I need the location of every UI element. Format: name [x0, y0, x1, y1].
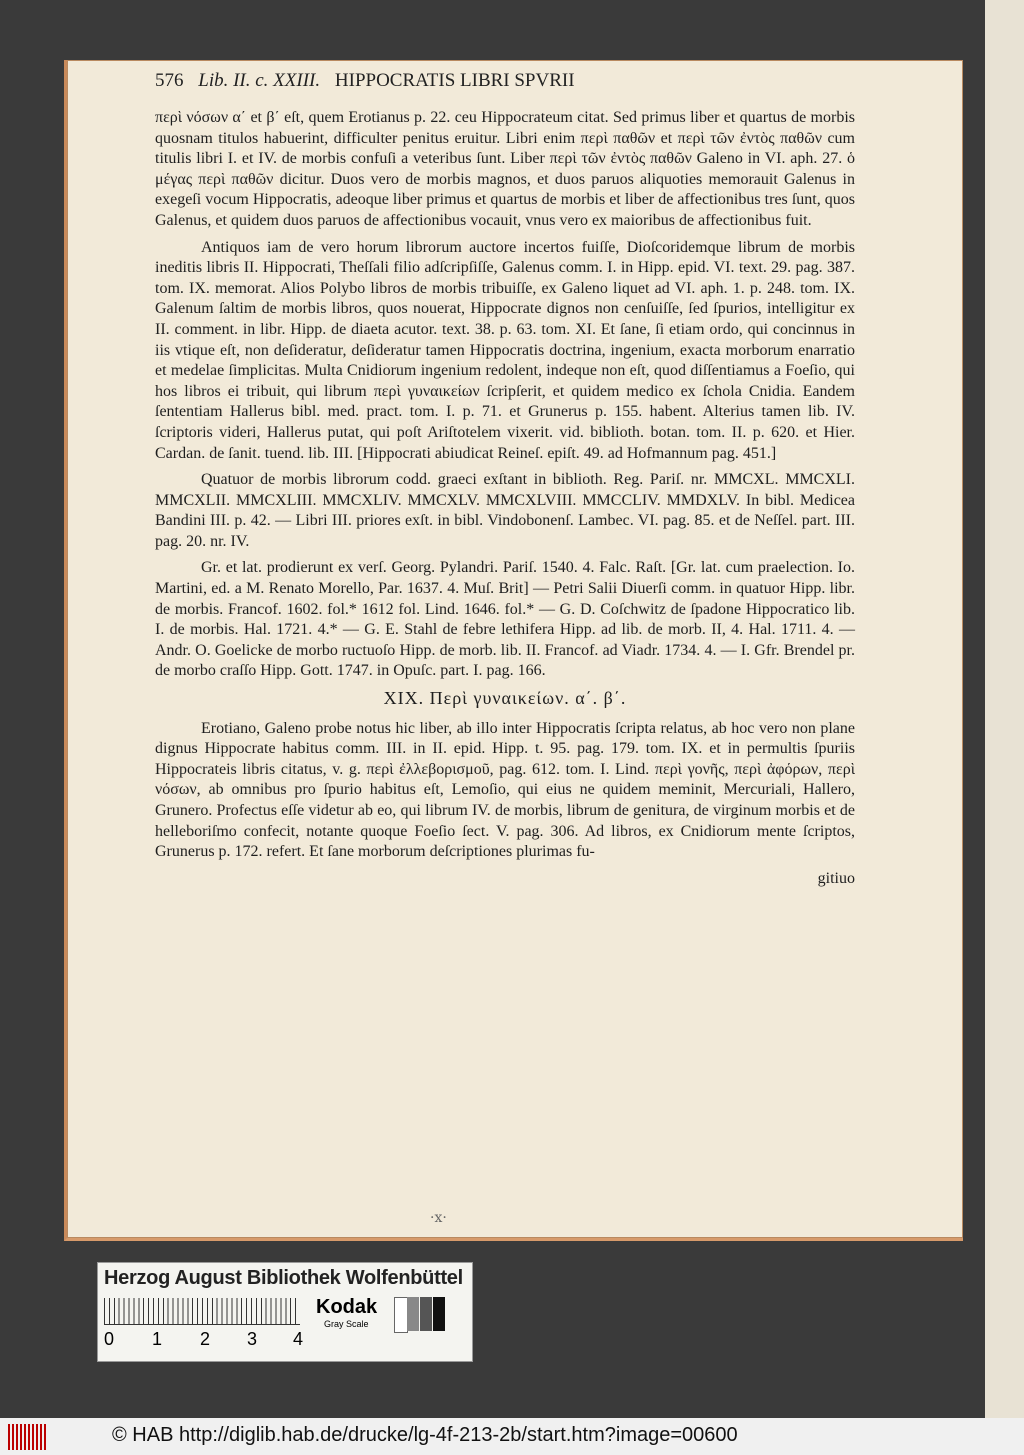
- color-calibration-card: [97, 1262, 473, 1362]
- signature-mark: ·x·: [430, 1210, 447, 1226]
- page-number: 576: [155, 70, 184, 91]
- chapter-ref: Lib. II. c. XXIII.: [198, 70, 321, 91]
- running-header: [155, 70, 585, 92]
- ruler-number: 2: [200, 1329, 211, 1349]
- library-name: Herzog August Bibliothek Wolfenbüttel: [104, 1267, 463, 1289]
- paragraph: Quatuor de morbis librorum codd. graeci exſtant in biblioth. Reg. Pariſ. nr. MMCXL. MMCXLI. MMCXLII. MMCXLIII. MMCXLIV. MMCXLV. MMCXLVIII. MMCCLIV. MMDXLV. In bibl. Medicea Bandini III. p. 42. — Libri III. priores exſt. in bibl. Vindobonenſ. Lambec. VI. pag. 85. et de Neſſel. part. III. pag. 20. nr. IV.: [155, 471, 855, 550]
- section-heading: XIX. Περὶ γυναικείων. α΄. β΄.: [383, 688, 627, 709]
- ruler-number: 4: [293, 1329, 304, 1349]
- gray-swatch: [394, 1297, 408, 1333]
- gray-swatch: [433, 1297, 445, 1331]
- catchword: gitiuo: [817, 869, 855, 887]
- paragraph: περὶ νόσων α΄ et β΄ eſt, quem Erotianus p. 22. ceu Hippocrateum citat. Sed primus liber et quartus de morbis quosnam titulos habuerint, difficulter penitus eruitur. Libri enim περὶ παθῶν et περὶ τῶν ἐντὸς παθῶν cum titulis libri I. et IV. de morbis confuſi a veteribus ſunt. Liber περὶ τῶν ἐντὸς παθῶν Galeno in VI. aph. 27. ὁ μέγας περὶ παθῶν dicitur. Duos vero de morbis magnos, et duos paruos aliquoties memorauit Galenus in exegeſi vocum Hippocratis, adeoque liber primus et quartus de morbis et liber de affectionibus tres ſunt, quos Galenus, et quidem duos paruos de affectionibus vocauit, vnus vero ex maioribus de affectionibus fuit.: [155, 109, 855, 229]
- paragraph: Erotiano, Galeno probe notus hic liber, ab illo inter Hippocratis ſcripta relatus, ab hoc vero non plane dignus Hippocrate habitus comm. III. in II. epid. Hipp. t. 95. pag. 179. tom. IX. et in permultis ſpuriis Hippocrateis libris citatus, v. g. περὶ ἐλλεβορισμοῦ, pag. 612. tom. I. Lind. περὶ γονῆς, περὶ ἀφόρων, περὶ νόσων, ab omnibus pro ſpurio habitus eſt, Lemoſio, qui eius ne quidem meminit, Mercuriali, Hallero, Grunero. Profectus eſſe videtur ab eo, qui librum IV. de morbis, librum de genitura, de virginum morbis et de helleboriſmo confecit, notante quoque Foeſio ſect. V. pag. 306. Ad libros, ex Cnidiorum mente ſcriptos, Grunerus p. 172. refert. Et ſane morborum deſcriptiones plurimas fu-: [155, 719, 855, 861]
- ruler-number: 1: [152, 1329, 163, 1349]
- gray-scale-label: Gray Scale: [324, 1319, 369, 1329]
- kodak-logo: Kodak: [316, 1296, 378, 1318]
- gray-swatch: [420, 1297, 432, 1331]
- header-title: HIPPOCRATIS LIBRI SPVRII: [334, 70, 575, 91]
- scale-ruler: [104, 1298, 300, 1325]
- ruler-number: 3: [247, 1329, 258, 1349]
- adjacent-page-strip: [985, 0, 1024, 1418]
- gray-swatch: [407, 1297, 419, 1331]
- hab-logo-icon: [8, 1424, 46, 1450]
- paragraph: Gr. et lat. prodierunt ex verſ. Georg. Pylandri. Pariſ. 1540. 4. Falc. Raſt. [Gr. lat. cum praelection. Io. Martini, ed. a M. Renato Morello, Par. 1637. 4. Muſ. Brit] — Petri Salii Diuerſi comm. in quatuor Hipp. libr. de morbis. Francof. 1602. fol.* 1612 fol. Lind. 1646. fol.* — G. D. Coſchwitz de ſpadone Hippocratico lib. I. de morbis. Hal. 1721. 4.* — G. E. Stahl de febre lethifera Hipp. ad lib. de morb. II, 4. Hal. 1711. 4. — Andr. O. Goelicke de morbo ructuoſo Hipp. de morb. lib. II. Francof. ad Viadr. 1734. 4. — I. Gfr. Brendel pr. de morbo craſſo Hipp. Gott. 1747. in Opuſc. part. I. pag. 166.: [155, 559, 855, 680]
- copyright-url[interactable]: © HAB http://diglib.hab.de/drucke/lg-4f-213-2b/start.htm?image=00600: [112, 1424, 738, 1446]
- footer-bar: [0, 1418, 1024, 1455]
- paragraph: Antiquos iam de vero horum librorum auctore incertos fuiſſe, Dioſcoridemque librum de morbis ineditis libris II. Hippocrati, Theſſali filio adſcripſiſſe, Galenus comm. I. in Hipp. epid. VI. text. 29. pag. 387. tom. IX. memorat. Alios Polybo libros de morbis tribuiſſe, ex Galeno liquet ad VI. aph. 1. p. 248. tom. IX. Galenum ſaltim de morbis libros, quos nouerat, Hippocrate dignos non cenſuiſſe, ſed ſpurios, intelligitur ex II. comment. in libr. Hipp. de diaeta acutor. text. 38. p. 63. tom. XI. Et ſane, ſi etiam ordo, qui concinnus in iis vtique eſt, non deſideratur, deſideratur tamen Hippocratis doctrina, ingenium, exacta morborum enarratio et medelae ſimplicitas. Multa Cnidiorum ingenium redolent, indeque non eſt, quod diſſentiamus a Foeſio, qui hos libros ei tribuit, qui librum περὶ γυναικείων ſcripſerit, et quidem medico ex ſchola Cnidia. Eandem ſententiam Hallerus bibl. med. pract. tom. I. p. 71. et Grunerus p. 155. habent. Alterius tamen lib. IV. ſcriptoris videri, Hallerus putat, qui poſt Ariſtotelem vixerit. vid. biblioth. botan. tom. II. p. 620. et Hier. Cardan. de ſanit. tuend. lib. III. [Hippocrati abiudicat Reineſ. epiſt. 49. ad Hofmannum pag. 451.]: [155, 238, 855, 462]
- ruler-number: 0: [104, 1329, 115, 1349]
- body-text: [155, 108, 855, 889]
